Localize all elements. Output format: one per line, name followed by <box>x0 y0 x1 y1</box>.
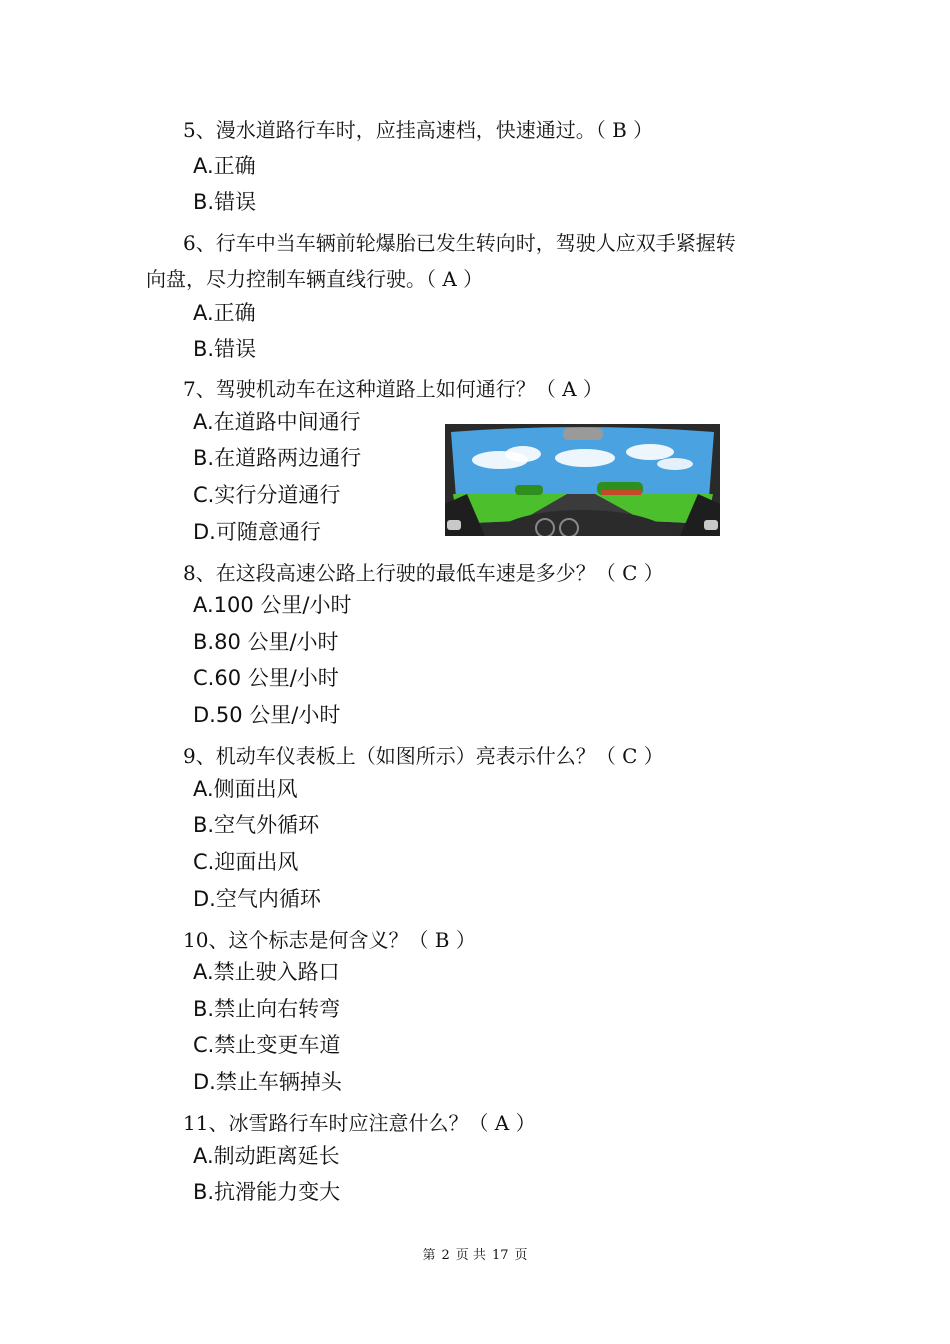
footer-prefix: 第 <box>422 1248 436 1263</box>
cloud <box>626 444 674 460</box>
question-8-option-b: B.80 公里/小时 <box>193 630 339 654</box>
question-7-option-a: A.在道路中间通行 <box>193 410 361 434</box>
side-mirror-left <box>447 520 461 530</box>
question-text: 10、这个标志是何含义？（ B ） <box>183 928 476 952</box>
question-11-option-b: B.抗滑能力变大 <box>193 1180 341 1204</box>
question-text-continued: 向盘，尽力控制车辆直线行驶。（ A ） <box>146 267 484 291</box>
question-7-option-c: C.实行分道通行 <box>193 483 341 507</box>
question-11-option-a: A.制动距离延长 <box>193 1144 340 1168</box>
question-text: 6、行车中当车辆前轮爆胎已发生转向时，驾驶人应双手紧握转 <box>183 231 736 255</box>
question-text: 8、在这段高速公路上行驶的最低车速是多少？（ C ） <box>183 561 664 585</box>
trees-left <box>515 485 543 495</box>
cloud <box>555 449 615 467</box>
question-9-option-a: A.侧面出风 <box>193 777 298 801</box>
windshield-road-image <box>445 424 720 536</box>
question-6-option-a: A.正确 <box>193 301 256 325</box>
question-5-option-b: B.错误 <box>193 190 257 214</box>
footer-middle: 页 共 <box>455 1248 486 1263</box>
question-10-option-c: C.禁止变更车道 <box>193 1033 341 1057</box>
house <box>601 490 641 495</box>
question-6-option-b: B.错误 <box>193 337 257 361</box>
rearview-mirror <box>563 428 603 440</box>
question-text: 11、冰雪路行车时应注意什么？（ A ） <box>183 1111 536 1135</box>
page-number: 2 <box>441 1248 450 1263</box>
question-10-option-b: B.禁止向右转弯 <box>193 997 341 1021</box>
total-pages: 17 <box>491 1248 509 1263</box>
footer-suffix: 页 <box>514 1248 528 1263</box>
side-mirror-right <box>704 520 718 530</box>
question-text: 9、机动车仪表板上（如图所示）亮表示什么？（ C ） <box>183 744 664 768</box>
question-9-option-b: B.空气外循环 <box>193 813 320 837</box>
question-10-option-a: A.禁止驶入路口 <box>193 960 340 984</box>
question-9-option-c: C.迎面出风 <box>193 850 299 874</box>
question-text: 5、漫水道路行车时，应挂高速档，快速通过。（ B ） <box>183 118 654 142</box>
question-8-option-c: C.60 公里/小时 <box>193 666 339 690</box>
question-7-option-d: D.可随意通行 <box>193 520 321 544</box>
question-text: 7、驾驶机动车在这种道路上如何通行？（ A ） <box>183 377 603 401</box>
question-8-option-d: D.50 公里/小时 <box>193 703 341 727</box>
cloud <box>505 446 541 462</box>
question-5-option-a: A.正确 <box>193 154 256 178</box>
question-7-option-b: B.在道路两边通行 <box>193 446 362 470</box>
question-9-option-d: D.空气内循环 <box>193 887 321 911</box>
question-10-option-d: D.禁止车辆掉头 <box>193 1070 342 1094</box>
cloud <box>657 458 693 470</box>
page-footer <box>0 1246 950 1266</box>
question-8-option-a: A.100 公里/小时 <box>193 593 352 617</box>
